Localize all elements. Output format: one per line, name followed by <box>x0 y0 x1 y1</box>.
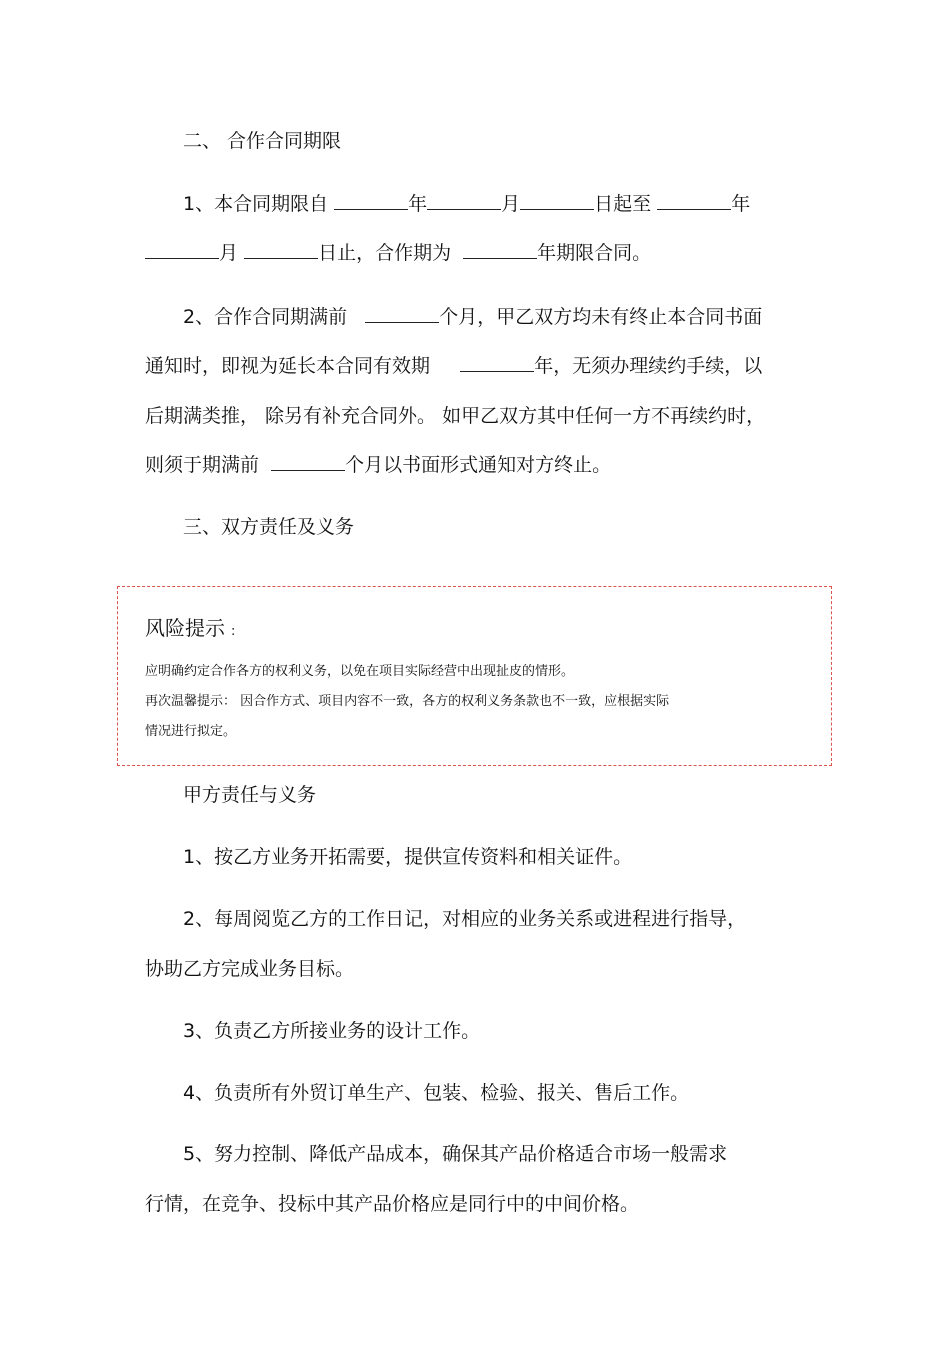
party-a-item-1: 1、按乙方业务开拓需要，提供宣传资料和相关证件。 <box>183 846 633 868</box>
clause-1-line-1: 1、本合同期限自 年 月 日起至 年 <box>183 193 751 215</box>
party-a-item-5-line-1: 5、努力控制、降低产品成本，确保其产品价格适合市场一般需求 <box>183 1143 728 1165</box>
clause-2-line-2: 通知时，即视为延长本合同有效期 年，无须办理续约手续，以 <box>145 355 763 377</box>
blank-notice-months[interactable] <box>365 304 439 323</box>
party-a-item-2-line-1: 2、每周阅览乙方的工作日记，对相应的业务关系或进程进行指导， <box>183 908 747 930</box>
blank-extension-years[interactable] <box>460 353 534 372</box>
risk-notice-line-1: 应明确约定合作各方的权利义务，以免在项目实际经营中出现扯皮的情形。 <box>145 664 575 679</box>
blank-start-month[interactable] <box>427 191 501 210</box>
clause-2-line-3: 后期满类推， 除另有补充合同外。 如甲乙双方其中任何一方不再续约时， <box>145 405 766 427</box>
risk-notice-title: 风险提示 : <box>145 616 236 640</box>
section-heading-duties: 三、双方责任及义务 <box>183 516 355 538</box>
party-a-heading: 甲方责任与义务 <box>183 784 317 806</box>
party-a-item-4: 4、负责所有外贸订单生产、包装、检验、报关、售后工作。 <box>183 1082 690 1104</box>
blank-end-year[interactable] <box>657 191 731 210</box>
risk-notice-line-2: 再次温馨提示： 因合作方式、项目内容不一致，各方的权利义务条款也不一致，应根据实际 <box>145 694 670 709</box>
blank-end-day[interactable] <box>244 240 318 259</box>
party-a-item-5-line-2: 行情，在竞争、投标中其产品价格应是同行中的中间价格。 <box>145 1193 640 1215</box>
blank-end-month[interactable] <box>145 240 219 259</box>
party-a-item-3: 3、负责乙方所接业务的设计工作。 <box>183 1020 481 1042</box>
blank-termination-months[interactable] <box>271 452 345 471</box>
clause-1-line-2: 月 日止，合作期为 年期限合同。 <box>145 240 651 266</box>
risk-notice-line-3: 情况进行拟定。 <box>145 724 237 739</box>
clause-2-line-4: 则须于期满前 个月以书面形式通知对方终止。 <box>145 454 612 476</box>
blank-start-year[interactable] <box>334 191 408 210</box>
blank-term-years[interactable] <box>463 240 537 259</box>
blank-start-day[interactable] <box>520 191 594 210</box>
section-heading-term: 二、 合作合同期限 <box>183 130 342 152</box>
clause-2-line-1: 2、合作合同期满前 个月，甲乙双方均未有终止本合同书面 <box>183 306 763 328</box>
party-a-item-2-line-2: 协助乙方完成业务目标。 <box>145 958 355 980</box>
risk-notice-box <box>117 586 832 766</box>
